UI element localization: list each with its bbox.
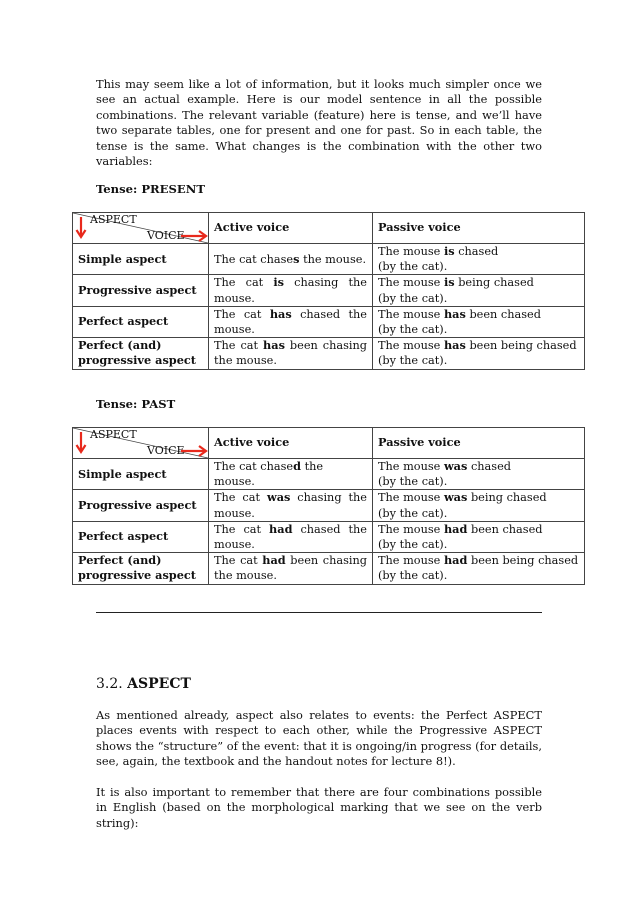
table-row <box>73 338 585 369</box>
active-cell: The cat has chased the mouse. <box>209 306 373 337</box>
row-label: Simple aspect <box>73 244 209 275</box>
passive-voice-header: Passive voice <box>373 428 585 459</box>
active-cell: The cat chased the mouse. <box>209 459 373 490</box>
arrow-right-icon <box>181 444 209 458</box>
active-cell: The cat was chasing the mouse. <box>209 490 373 521</box>
passive-voice-header: Passive voice <box>373 213 585 244</box>
aspect-voice-corner-cell <box>73 428 209 459</box>
table-header-row <box>73 213 585 244</box>
passive-cell: The mouse is being chased (by the cat). <box>373 275 585 306</box>
present-tense-heading: Tense: PRESENT <box>96 182 205 196</box>
table-row <box>73 490 585 521</box>
table-row <box>73 275 585 306</box>
arrow-down-icon <box>75 431 87 455</box>
passive-cell: The mouse has been chased (by the cat). <box>373 306 585 337</box>
arrow-down-icon <box>75 216 87 240</box>
table-row <box>73 306 585 337</box>
aspect-label: ASPECT <box>90 428 137 441</box>
combinations-paragraph: It is also important to remember that there are four combinations possible in English (based on the morphological marking that we see on the verb string): <box>96 785 542 830</box>
passive-cell: The mouse had been chased (by the cat). <box>373 521 585 552</box>
row-label: Perfect aspect <box>73 521 209 552</box>
aspect-label: ASPECT <box>90 213 137 226</box>
passive-cell: The mouse was being chased (by the cat). <box>373 490 585 521</box>
past-tense-table <box>72 427 585 585</box>
section-number: 3.2. <box>96 676 128 692</box>
active-cell: The cat chases the mouse. <box>209 244 373 275</box>
table-row <box>73 553 585 584</box>
present-tense-table <box>72 212 585 370</box>
passive-cell: The mouse had been being chased (by the cat). <box>373 553 585 584</box>
table-row <box>73 459 585 490</box>
active-voice-header: Active voice <box>209 428 373 459</box>
row-label: Perfect aspect <box>73 306 209 337</box>
past-tense-heading: Tense: PAST <box>96 397 176 411</box>
row-label: Perfect (and) progressive aspect <box>73 553 209 584</box>
aspect-paragraph: As mentioned already, aspect also relates to events: the Perfect ASPECT places events with respect to each other, while the Progressive ASPECT shows the “structure” of the event: that it is ongoing/in progress (for details, see, again, the textbook and the handout notes for lecture 8!). <box>96 708 542 769</box>
horizontal-rule <box>96 612 542 613</box>
table-row <box>73 244 585 275</box>
active-cell: The cat had chased the mouse. <box>209 521 373 552</box>
table-header-row <box>73 428 585 459</box>
active-cell: The cat has been chasing the mouse. <box>209 338 373 369</box>
active-cell: The cat is chasing the mouse. <box>209 275 373 306</box>
aspect-voice-corner-cell <box>73 213 209 244</box>
row-label: Progressive aspect <box>73 490 209 521</box>
intro-paragraph: This may seem like a lot of information, but it looks much simpler once we see an actual example. Here is our model sentence in all the possible combinations. The relevant variable (feature) here is tense, and we’ll have two separate tables, one for present and one for past. So in each table, the tense is the same. What changes is the combination with the other two variables: <box>96 77 542 169</box>
table-row <box>73 521 585 552</box>
row-label: Perfect (and) progressive aspect <box>73 338 209 369</box>
voice-label: VOICE <box>147 444 185 457</box>
active-voice-header: Active voice <box>209 213 373 244</box>
arrow-right-icon <box>181 229 209 243</box>
voice-label: VOICE <box>147 229 185 242</box>
section-title: ASPECT <box>127 676 191 692</box>
passive-cell: The mouse is chased (by the cat). <box>373 244 585 275</box>
passive-cell: The mouse was chased (by the cat). <box>373 459 585 490</box>
active-cell: The cat had been chasing the mouse. <box>209 553 373 584</box>
row-label: Progressive aspect <box>73 275 209 306</box>
row-label: Simple aspect <box>73 459 209 490</box>
section-heading <box>96 676 191 692</box>
passive-cell: The mouse has been being chased (by the cat). <box>373 338 585 369</box>
